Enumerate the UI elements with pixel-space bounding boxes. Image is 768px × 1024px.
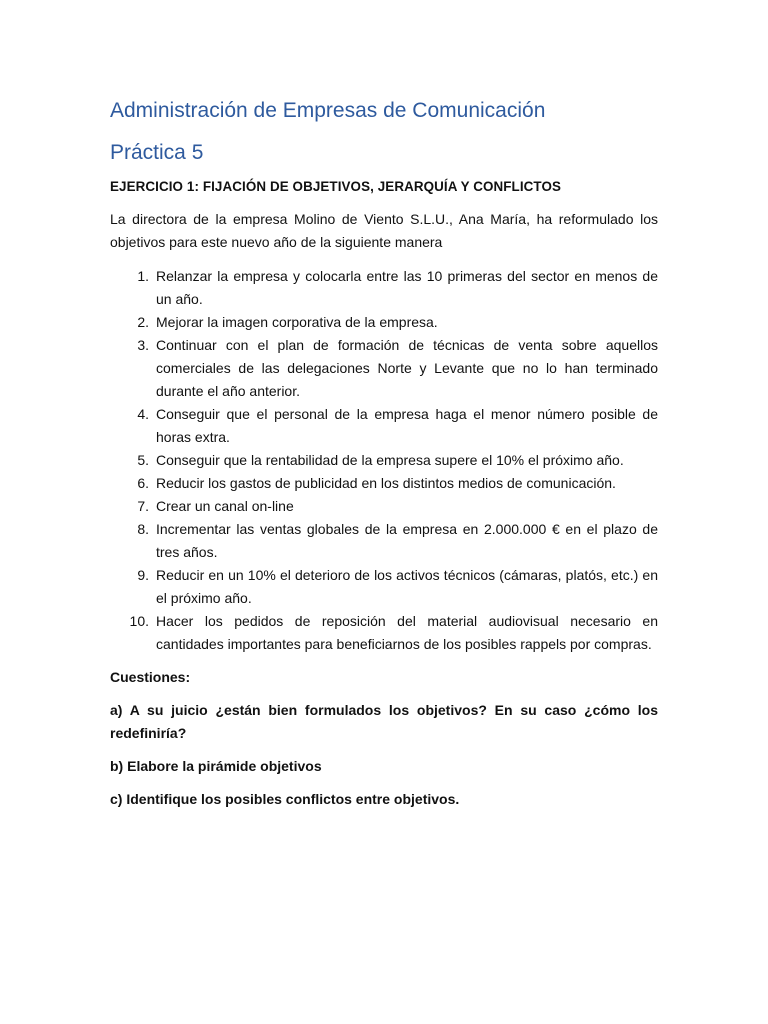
objective-item [110,610,658,656]
question-item [110,755,658,778]
objective-item [110,472,658,495]
objective-text: Relanzar la empresa y colocarla entre las 10 primeras del sector en menos de un año. [156,268,658,307]
practice-title: Práctica 5 [110,141,204,164]
objective-text: Reducir en un 10% el deterioro de los activos técnicos (cámaras, platós, etc.) en el próximo año. [156,567,658,606]
objective-text: Conseguir que el personal de la empresa haga el menor número posible de horas extra. [156,406,658,445]
objective-text: Mejorar la imagen corporativa de la empresa. [156,314,438,330]
intro-paragraph: La directora de la empresa Molino de Viento S.L.U., Ana María, ha reformulado los objetivos para este nuevo año de la siguiente manera [110,211,658,250]
objective-number: 5. [137,452,149,468]
objective-number: 4. [137,406,149,422]
question-item [110,788,658,811]
objective-item [110,518,658,564]
objective-item [110,403,658,449]
objective-text: Conseguir que la rentabilidad de la empresa supere el 10% el próximo año. [156,452,624,468]
exercise-heading: EJERCICIO 1: FIJACIÓN DE OBJETIVOS, JERARQUÍA Y CONFLICTOS [110,179,561,194]
objective-number: 8. [137,521,149,537]
questions-heading: Cuestiones: [110,669,191,685]
objective-number: 1. [137,268,149,284]
document-title: Administración de Empresas de Comunicación [110,99,546,122]
objective-number: 2. [137,314,149,330]
objective-item [110,495,658,518]
document-content [110,96,658,811]
objective-item [110,334,658,403]
objective-item [110,449,658,472]
objectives-list [110,265,658,656]
objective-item [110,265,658,311]
question-a: a) A su juicio ¿están bien formulados los objetivos? En su caso ¿cómo los redefiniría? [110,702,658,741]
objective-text: Crear un canal on-line [156,498,294,514]
objective-text: Incrementar las ventas globales de la empresa en 2.000.000 € en el plazo de tres años. [156,521,658,560]
objective-number: 7. [137,498,149,514]
question-b: b) Elabore la pirámide objetivos [110,758,322,774]
objective-text: Continuar con el plan de formación de técnicas de venta sobre aquellos comerciales de las delegaciones Norte y Levante que no lo han terminado durante el año anterior. [156,337,658,399]
objective-text: Reducir los gastos de publicidad en los distintos medios de comunicación. [156,475,616,491]
objective-item [110,564,658,610]
objective-number: 3. [137,337,149,353]
objective-number: 6. [137,475,149,491]
objective-text: Hacer los pedidos de reposición del material audiovisual necesario en cantidades importantes para beneficiarnos de los posibles rappels por compras. [156,613,658,652]
question-item [110,699,658,745]
objective-number: 10. [129,613,149,629]
question-c: c) Identifique los posibles conflictos entre objetivos. [110,791,460,807]
objective-item [110,311,658,334]
objective-number: 9. [137,567,149,583]
